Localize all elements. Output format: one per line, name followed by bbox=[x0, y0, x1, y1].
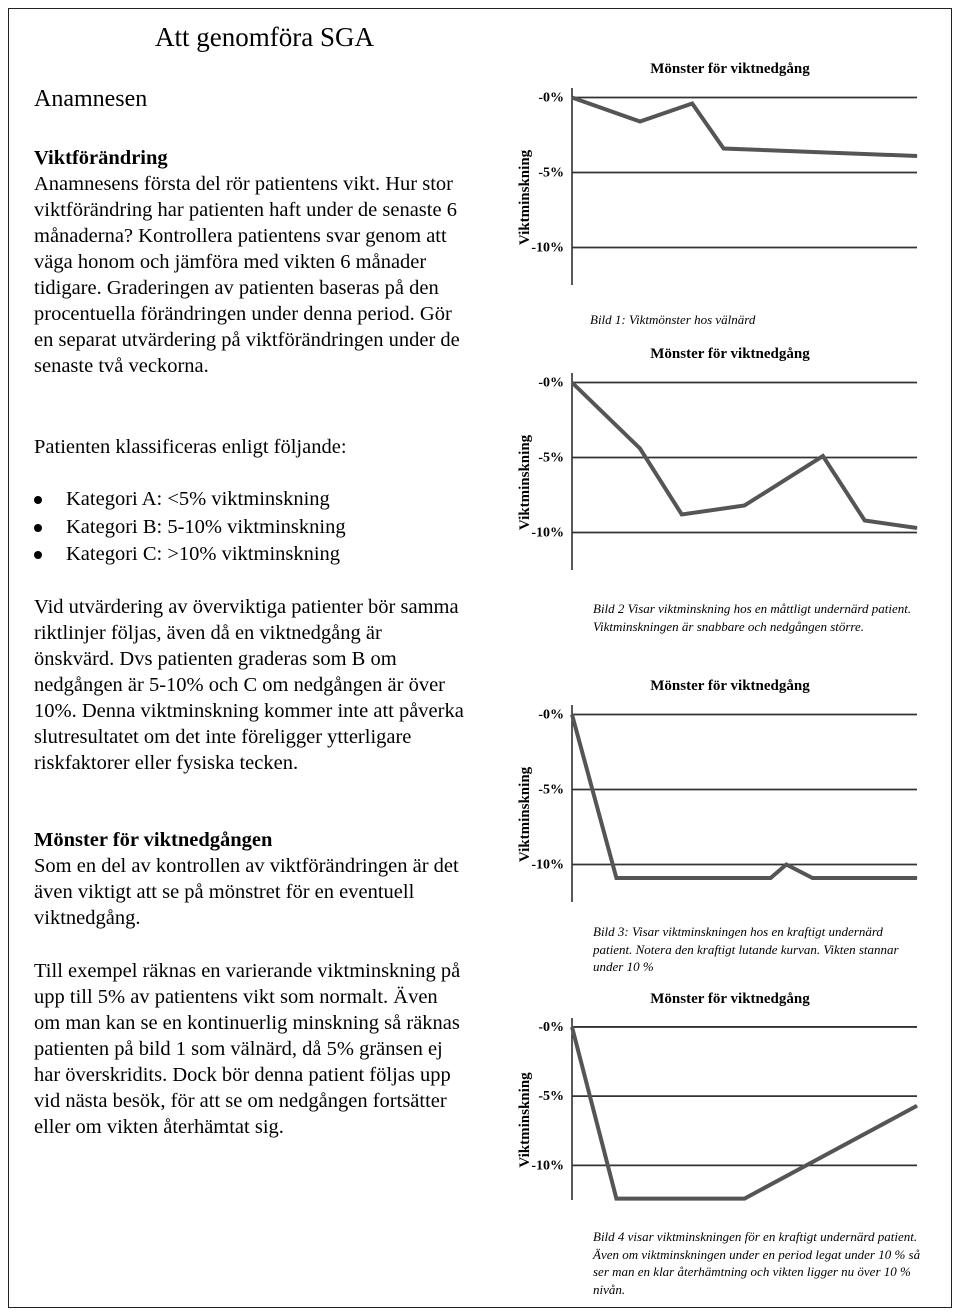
data-point bbox=[822, 456, 823, 457]
pattern-heading: Mönster för viktnedgången bbox=[34, 829, 273, 851]
data-point bbox=[723, 148, 724, 149]
weight-chart-1 bbox=[505, 55, 935, 305]
data-point bbox=[616, 1198, 617, 1199]
weight-chart-3 bbox=[505, 672, 935, 922]
pattern-paragraph: Som en del av kontrollen av viktförändringen är det även viktigt att se på mönstret för en eventuell viktnedgång. bbox=[34, 855, 459, 929]
pattern-section bbox=[34, 827, 464, 931]
y-tick-label: -10% bbox=[531, 857, 564, 873]
weight-chart-2 bbox=[505, 340, 935, 590]
y-tick-label: -5% bbox=[538, 782, 564, 798]
data-point bbox=[917, 1105, 918, 1106]
y-tick-label: -5% bbox=[538, 450, 564, 466]
caption-1: Bild 1: Viktmönster hos välnärd bbox=[590, 312, 756, 327]
chart-svg-3 bbox=[505, 672, 935, 922]
data-point bbox=[572, 714, 573, 715]
series-line bbox=[572, 1027, 917, 1199]
list-item: Kategori C: >10% viktminskning bbox=[0, 541, 470, 569]
data-point bbox=[639, 121, 640, 122]
chart-title: Mönster för viktnedgång bbox=[650, 678, 810, 694]
data-point bbox=[917, 878, 918, 879]
chart-svg-1 bbox=[505, 55, 935, 305]
data-point bbox=[744, 505, 745, 506]
chart-svg-2 bbox=[505, 340, 935, 590]
caption-4: Bild 4 visar viktminskningen för en kraftigt undernärd patient. Även om viktminskningen under en period legat under 10 % så ser man en klar återhämtning och vikten ligger nu över 10 % nivån. bbox=[593, 1229, 921, 1297]
page-title: Att genomföra SGA bbox=[155, 22, 374, 52]
data-point bbox=[681, 514, 682, 515]
y-axis-label: Viktminskning bbox=[517, 434, 533, 531]
weight-heading: Viktförändring bbox=[34, 147, 168, 169]
weight-paragraph: Anamnesens första del rör patientens vikt. Hur stor viktförändring har patienten haft under de senaste 6 månaderna? Kontrollera patientens svar genom att väga honom och jämföra med vikten 6 månader tidigare. Graderingen av patienten baseras på den procentuella förändringen under denna period. Gör en separat utvärdering på viktförändringen under de senaste två veckorna. bbox=[34, 173, 460, 377]
data-point bbox=[687, 878, 688, 879]
data-point bbox=[786, 864, 787, 865]
chart-svg-4 bbox=[505, 985, 935, 1220]
list-item: Kategori B: 5-10% viktminskning bbox=[0, 514, 470, 542]
data-point bbox=[692, 103, 693, 104]
list-item: Kategori A: <5% viktminskning bbox=[0, 486, 470, 514]
chart-title: Mönster för viktnedgång bbox=[650, 991, 810, 1007]
y-axis-label: Viktminskning bbox=[517, 766, 533, 863]
data-point bbox=[687, 1198, 688, 1199]
data-point bbox=[616, 878, 617, 879]
data-point bbox=[572, 382, 573, 383]
y-axis-label: Viktminskning bbox=[517, 1072, 533, 1168]
chart-title: Mönster för viktnedgång bbox=[650, 346, 810, 362]
y-tick-label: -5% bbox=[538, 1089, 564, 1105]
data-point bbox=[917, 156, 918, 157]
caption-3: Bild 3: Visar viktminskningen hos en kraftigt undernärd patient. Notera den kraftigt lutande kurvan. Vikten stannar under 10 % bbox=[593, 924, 899, 974]
weight-chart-4 bbox=[505, 985, 935, 1220]
chart-title: Mönster för viktnedgång bbox=[650, 61, 810, 77]
data-point bbox=[917, 528, 918, 529]
data-point bbox=[572, 97, 573, 98]
y-tick-label: -0% bbox=[538, 90, 564, 106]
y-tick-label: -10% bbox=[531, 1158, 564, 1174]
y-tick-label: -5% bbox=[538, 165, 564, 181]
overweight-paragraph: Vid utvärdering av överviktiga patienter bör samma riktlinjer följas, även då en viktnedgång är önskvärd. Dvs patienten graderas som B om nedgången är 5-10% och C om nedgången är över 10%. Denna viktminskning kommer inte att påverka slutresultatet om det inte föreligger ytterligare riskfaktorer eller fysiska tecken. bbox=[34, 596, 464, 774]
example-paragraph: Till exempel räknas en varierande viktminskning på upp till 5% av patientens vikt som normalt. Även om man kan se en kontinuerlig minskning så räknas patienten på bild 1 som välnärd, då 5% gränsen ej har överskridits. Dock bör denna patient följas upp vid nästa besök, för att se om nedgången fortsätter eller om vikten återhämtat sig. bbox=[34, 960, 461, 1138]
data-point bbox=[744, 1198, 745, 1199]
data-point bbox=[572, 1026, 573, 1027]
y-axis-label: Viktminskning bbox=[517, 149, 533, 246]
weight-section bbox=[34, 145, 464, 379]
series-line bbox=[572, 715, 917, 879]
series-line bbox=[572, 98, 917, 157]
category-list bbox=[0, 486, 470, 569]
section-heading: Anamnesen bbox=[34, 86, 148, 112]
y-tick-label: -10% bbox=[531, 240, 564, 256]
y-tick-label: -0% bbox=[538, 1019, 564, 1035]
y-tick-label: -0% bbox=[538, 375, 564, 391]
data-point bbox=[639, 448, 640, 449]
classify-intro: Patienten klassificeras enligt följande: bbox=[34, 436, 347, 458]
caption-2: Bild 2 Visar viktminskning hos en måttligt undernärd patient. Viktminskningen är snabbare och nedgången större. bbox=[593, 601, 912, 634]
y-tick-label: -10% bbox=[531, 525, 564, 541]
data-point bbox=[770, 878, 771, 879]
data-point bbox=[812, 878, 813, 879]
series-line bbox=[572, 383, 917, 529]
data-point bbox=[864, 520, 865, 521]
y-tick-label: -0% bbox=[538, 707, 564, 723]
